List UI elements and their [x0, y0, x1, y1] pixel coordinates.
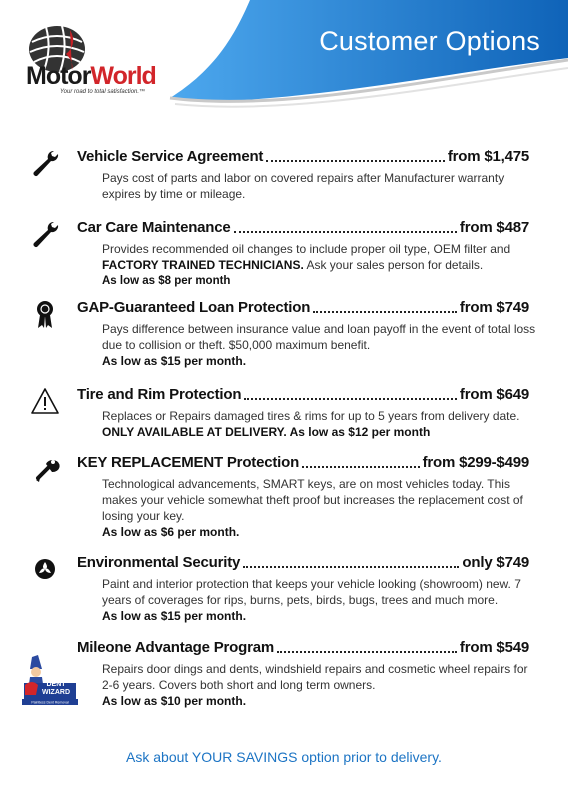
logo-wordmark: MotorWorld [26, 62, 156, 90]
option-price-note: As low as $10 per month. [102, 694, 247, 708]
leader-dots [244, 398, 457, 400]
leader-dots [234, 231, 457, 233]
option-title-row [77, 299, 529, 316]
option-title-row [77, 554, 529, 571]
dent-wizard-line2: WIZARD [42, 689, 70, 696]
option-description: Paint and interior protection that keeps your vehicle looking (showroom) new. 7 years of coverages for rips, burns, pets, birds, bugs, trees and much more. As low as $15 per month. [102, 576, 538, 624]
option-description: Provides recommended oil changes to include proper oil type, OEM filter and FACTORY TRAINED TECHNICIANS. Ask your sales person for details. As low as $8 per month [102, 241, 538, 289]
option-price: from $749 [459, 299, 529, 316]
option-title-row [77, 454, 529, 471]
option-title: GAP-Guaranteed Loan Protection [77, 299, 311, 316]
option-price-note: As low as $15 per month. [102, 354, 247, 368]
option-title: KEY REPLACEMENT Protection [77, 454, 300, 471]
option-price: from $1,475 [447, 148, 529, 165]
logo-tagline: Your road to total satisfaction.™ [60, 89, 146, 95]
header-banner [0, 0, 568, 115]
page-title: Customer Options [319, 26, 540, 56]
dent-wizard-logo-icon [22, 655, 78, 705]
option-title-row [77, 386, 529, 403]
environment-icon [30, 554, 60, 584]
leader-dots [277, 651, 457, 653]
footer-cta: Ask about YOUR SAVINGS option prior to delivery. [126, 749, 442, 765]
option-price: from $487 [459, 219, 529, 236]
option-title-row [77, 639, 529, 656]
wrench-icon [30, 148, 60, 178]
option-description: Technological advancements, SMART keys, are on most vehicles today. This makes your vehicle somewhat theft proof but increases the replacement cost of losing your key. As low as $6 per month. [102, 476, 538, 540]
option-title-row [77, 219, 529, 236]
leader-dots [266, 160, 445, 162]
dent-wizard-line1: DENT [46, 681, 66, 688]
option-description: Replaces or Repairs damaged tires & rims for up to 5 years from delivery date. ONLY AVAILABLE AT DELIVERY. As low as $12 per month [102, 409, 520, 439]
option-title: Car Care Maintenance [77, 219, 231, 236]
option-description: Repairs door dings and dents, windshield repairs and cosmetic wheel repairs for 2-6 years. Covers both short and long term owners. As low as $10 per month. [102, 661, 538, 709]
option-title: Vehicle Service Agreement [77, 148, 264, 165]
option-title: Mileone Advantage Program [77, 639, 274, 656]
dent-wizard-tagline: Paintless Dent Removal [31, 700, 69, 705]
option-description: Pays difference between insurance value and loan payoff in the event of total loss due to collision or theft. $50,000 maximum benefit. As low as $15 per month. [102, 321, 538, 369]
option-title: Environmental Security [77, 554, 241, 571]
option-price: from $649 [459, 386, 529, 403]
option-price: only $749 [462, 554, 529, 571]
leader-dots [302, 466, 420, 468]
option-price-note: As low as $15 per month. [102, 609, 247, 623]
option-title-row [77, 148, 529, 165]
option-price-note: As low as $6 per month. [102, 525, 240, 539]
leader-dots [313, 311, 457, 313]
wrench-icon [30, 219, 60, 249]
option-price: from $549 [459, 639, 529, 656]
key-icon [30, 454, 60, 484]
option-description: Pays cost of parts and labor on covered repairs after Manufacturer warranty expires by time or mileage. [102, 171, 505, 201]
award-ribbon-icon [30, 299, 60, 329]
leader-dots [243, 566, 459, 568]
option-title: Tire and Rim Protection [77, 386, 242, 403]
option-price: from $299-$499 [422, 454, 529, 471]
option-price-note: As low as $8 per month [102, 275, 231, 287]
motorworld-logo [26, 22, 186, 102]
warning-triangle-icon [30, 386, 60, 416]
